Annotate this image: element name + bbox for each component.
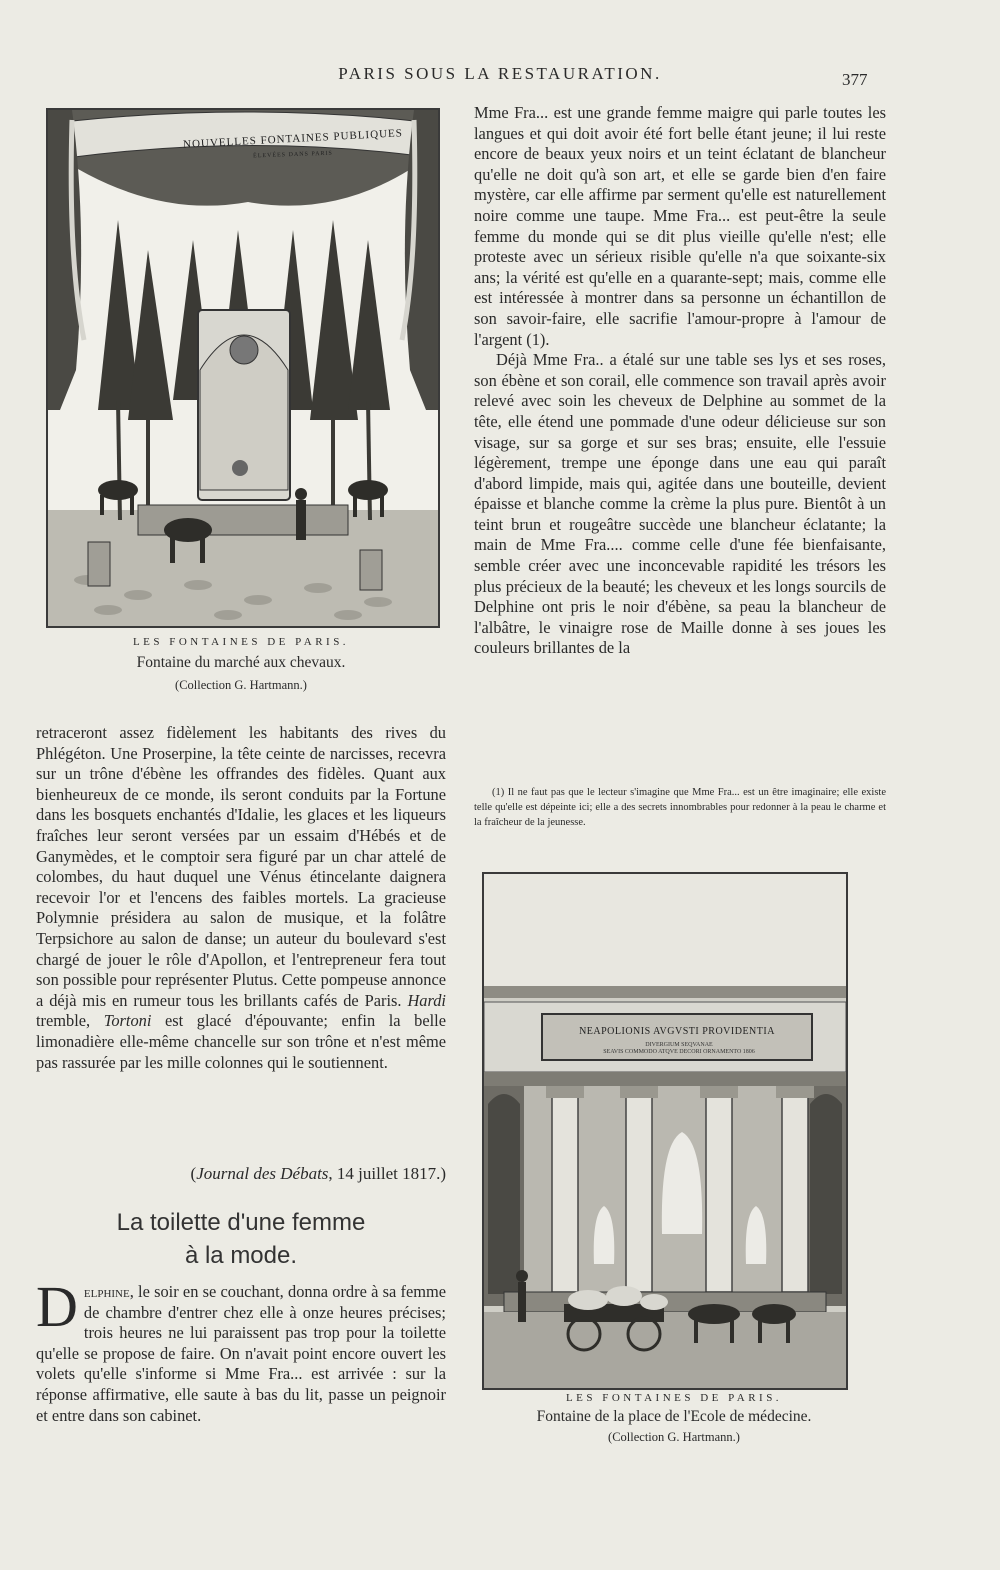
right-paragraph-2: Déjà Mme Fra.. a étalé sur une table ses lys et ses roses, son ébène et son corail, elle commence son travail après avoir relevé avec soin les cheveux de Delphine au sommet de la tête, elle étend une pommade d'une odeur délicieuse sur son visage, sur sa gorge et sur ses bras; ensuite, elle l'essuie légèrement, trempe une éponge dans une eau qui paraît d'abord limpide, mais qui, agitée dans une bouteille, devient épaisse et blanche comme la crème la plus pure. Bientôt à un teint brun et rougeâtre succède une blancheur éclatante; la main de Mme Fra.... comme celle d'une fée bienfaisante, semble créer avec une inconcevable rapidité les trésors les plus précieux de la beauté; les cheveux et les longs sourcils de Delphine ont pris le noir d'ébène, sa peau la blancheur de l'albâtre, le vinaigre rose de Maille donne à ses joues les couleurs brillantes de la bbox=[474, 350, 886, 658]
heading-line-2: à la mode. bbox=[184, 1242, 298, 1269]
inscription-line-3: SEAVIS COMMODO ATQVE DECORI ORNAMENTO 1806 bbox=[603, 1049, 755, 1055]
caption-heading: LES FONTAINES DE PARIS. bbox=[132, 636, 350, 648]
section-heading bbox=[36, 1206, 446, 1272]
paragraph-end: est glacé d'épouvante; enfin la belle limonadière elle-même chancelle sur son trône et n'est même pas rassurée par les mille colonnes qui le soutiennent. bbox=[36, 1011, 446, 1072]
right-paragraph-1: Mme Fra... est une grande femme maigre qui parle toutes les langues et qui doit avoir été fort belle étant jeune; il lui reste encore de beaux yeux noirs et un teint éclatant de blancheur qu'elle ne doit qu'à son art, et elle se garde bien d'en faire mystère, car elle affirme par serment qu'elle est naturellement noire comme une taupe. Mme Fra... est peut-être la seule femme du monde qui se dit plus vieille qu'elle n'est; elle proteste avec un sérieux risible qu'elle n'a que soixante-six ans; la vérité est qu'elle en a quarante-sept; mais, comme elle est intéressée à montrer dans sa personne un échantillon de son savoir-faire, elle sacrifie l'amour-propre à l'amour de l'argent (1). bbox=[474, 103, 886, 349]
fountain-ecole-medecine-illustration bbox=[482, 872, 848, 1390]
inscription-line-2: DIVERGIUM SEQVANAE bbox=[645, 1042, 713, 1048]
footnote-text: (1) Il ne faut pas que le lecteur s'imagine que Mme Fra... est un être imaginaire; elle existe telle qu'elle est dépeinte ici; elle a des secrets innombrables pour redonner à la peau le charme et la fraîcheur de la jeunesse. bbox=[474, 787, 886, 829]
citation-open: ( bbox=[190, 1164, 197, 1183]
caption-title: Fontaine de la place de l'Ecole de médecine. bbox=[536, 1408, 812, 1425]
article-text: , le soir en se couchant, donna ordre à sa femme de chambre d'entrer chez elle à onze heures précises; trois heures ne lui paraissent pas trop pour la toilette qu'elle se propose de faire. On n'avait point encore ouvert les volets qu'elle s'informe si Mme Fra... est arrivée : sur la réponse affirmative, elle saute à bas du lit, passe un peignoir et entre dans son cabinet. bbox=[36, 1282, 446, 1425]
citation-journal: Journal des Débats bbox=[196, 1164, 329, 1183]
citation bbox=[36, 1164, 446, 1184]
fountain-sign-title: NOUVELLES FONTAINES PUBLIQUES bbox=[182, 127, 404, 151]
caption-heading: LES FONTAINES DE PARIS. bbox=[565, 1392, 783, 1404]
left-column-text bbox=[36, 723, 446, 1073]
caption-credit: (Collection G. Hartmann.) bbox=[608, 1430, 740, 1444]
paragraph-body: retraceront assez fidèlement les habitants des rives du Phlégéton. Une Proserpine, la tête ceinte de narcisses, recevra sur un trône d'ébène les offrandes des fidèles. Quant aux bienheureux de ce monde, ils seront conduits par la Fortune dans les bosquets enchantés d'Idalie, les glaces et les liqueurs fraîches leur seront versées par un essaim d'Hébés et de Ganymèdes, et le comptoir sera figuré par un char attelé de colombes, du haut duquel une Vénus étincelante daignera recevoir l'or et l'encens des faibles mortels. La gracieuse Polymnie présidera au salon de musique, et la folâtre Terpsichore au salon de danse; un auteur du boulevard s'est chargé de jouer le rôle d'Apollon, et l'entrepreneur fera tout son possible pour représenter Plutus. Cette pompeuse annonce a déjà mis en rumeur tous les brillants cafés de Paris. bbox=[36, 723, 446, 1010]
illustration1-caption bbox=[46, 636, 436, 693]
hardi-name: Hardi bbox=[407, 990, 446, 1010]
article-opening bbox=[36, 1274, 446, 1426]
article-smallcaps: elphine bbox=[83, 1282, 130, 1301]
running-header: PARIS SOUS LA RESTAURATION. bbox=[338, 64, 662, 83]
paragraph-joiner: tremble, bbox=[36, 1011, 104, 1031]
tortoni-name: Tortoni bbox=[103, 1011, 152, 1031]
caption-credit: (Collection G. Hartmann.) bbox=[175, 678, 307, 692]
inscription-lines bbox=[550, 1042, 808, 1056]
fountain-horse-market-illustration bbox=[46, 108, 440, 628]
fountain-sign-subtitle: ÉLEVÉES DANS PARIS bbox=[253, 150, 333, 160]
right-column-text bbox=[474, 103, 886, 659]
illustration2-caption bbox=[482, 1392, 866, 1445]
heading-line-1: La toilette d'une femme bbox=[116, 1209, 366, 1236]
footnote bbox=[474, 785, 886, 831]
page-number: 377 bbox=[842, 70, 868, 89]
citation-date: , 14 juillet 1817.) bbox=[328, 1164, 446, 1183]
drop-cap: D bbox=[36, 1274, 78, 1339]
inscription-line-1: NEAPOLIONIS AVGVSTI PROVIDENTIA bbox=[579, 1026, 775, 1037]
caption-title: Fontaine du marché aux chevaux. bbox=[136, 654, 346, 671]
